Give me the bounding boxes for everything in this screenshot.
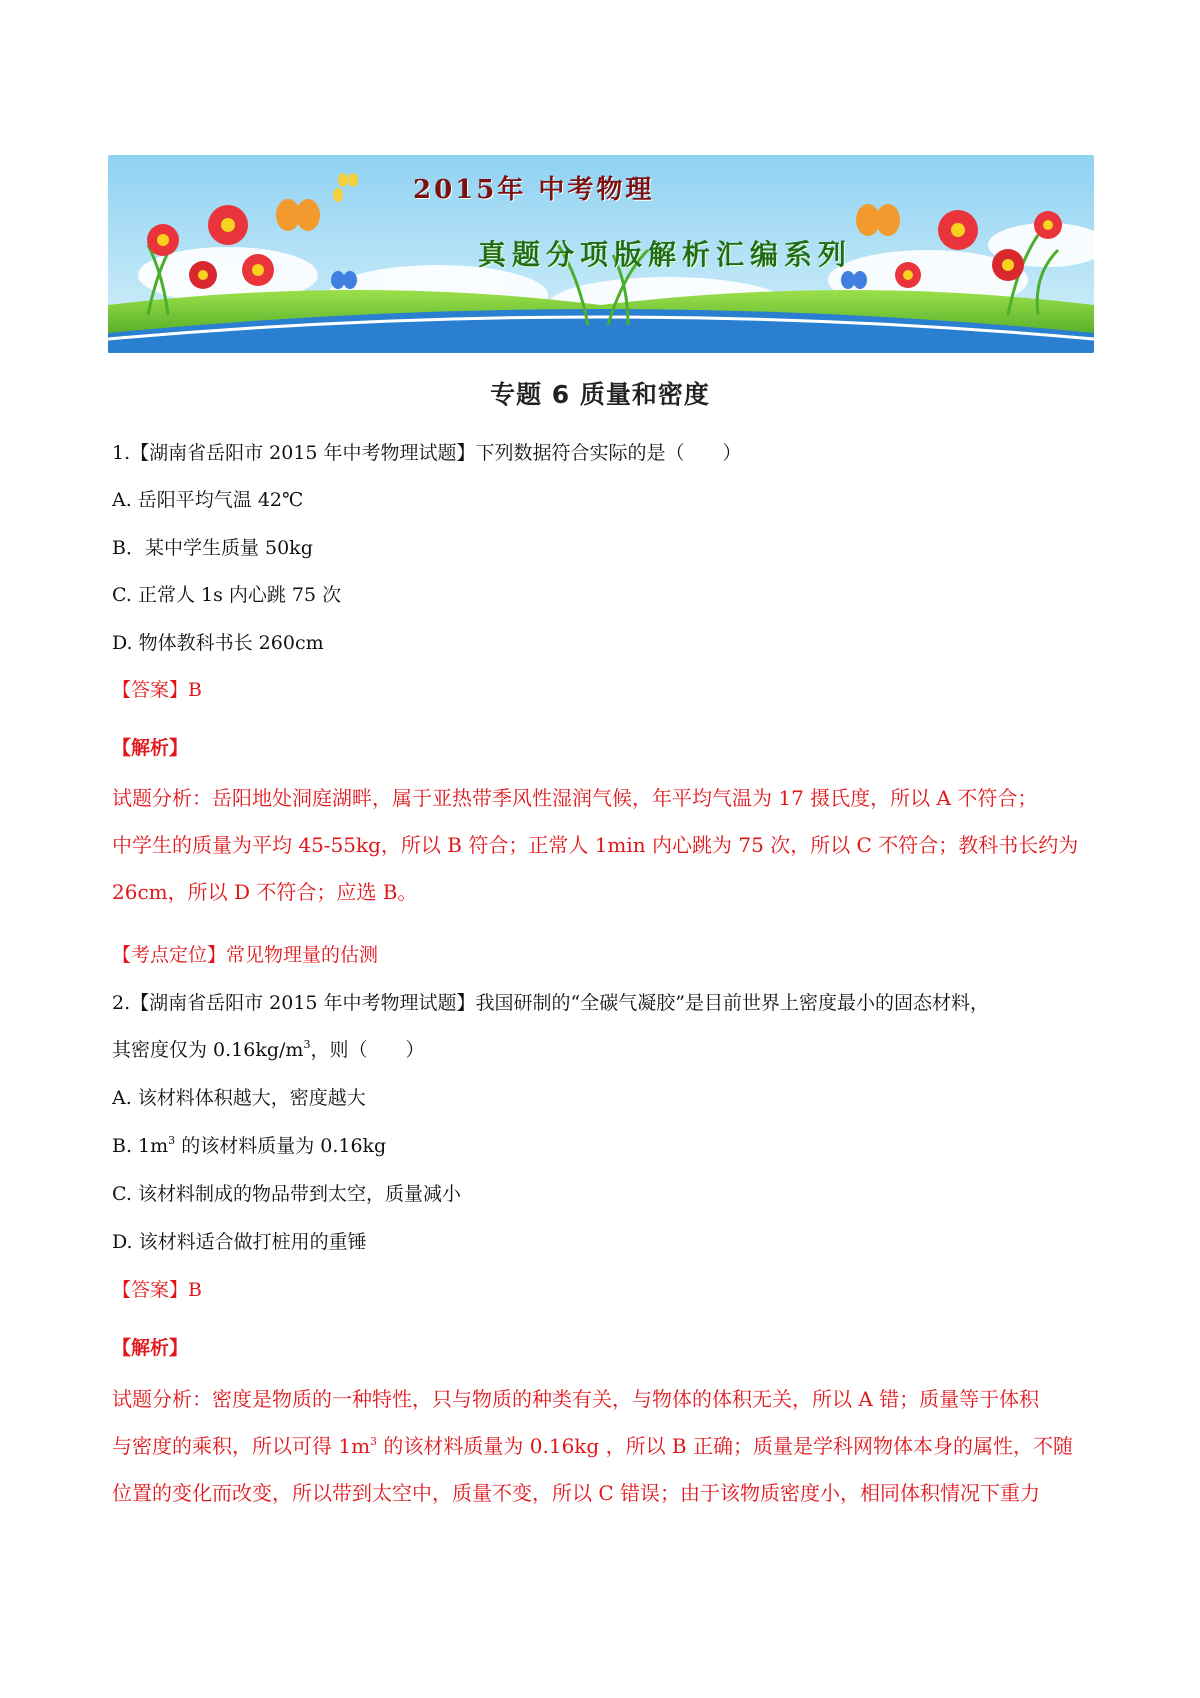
analysis-line: 试题分析：密度是物质的一种特性，只与物质的种类有关，与物体的体积无关，所以 A 错；质量等于体积 <box>112 1387 1040 1411</box>
question-1-option-c: C. 正常人 1s 内心跳 75 次 <box>112 584 342 606</box>
question-2-answer <box>112 1277 202 1303</box>
question-1-option-a: A. 岳阳平均气温 42℃ <box>112 489 304 511</box>
analysis-line: 26cm，所以 D 不符合；应选 B。 <box>112 880 418 904</box>
question-1-point <box>112 942 378 968</box>
question-1-stem: 1.【湖南省岳阳市 2015 年中考物理试题】下列数据符合实际的是（ ） <box>112 442 742 464</box>
question-1-answer <box>112 677 202 703</box>
question-2-analysis <box>112 1376 1112 1517</box>
option-text: B. 1m <box>112 1135 169 1157</box>
stem-text: 其密度仅为 0.16kg/m <box>112 1039 304 1061</box>
question-2-option-d: D. 该材料适合做打桩用的重锤 <box>112 1231 367 1253</box>
question-1-analysis <box>112 775 1112 916</box>
point-value: 常见物理量的估测 <box>226 944 379 966</box>
question-2-stem-line-2 <box>112 1037 424 1063</box>
question-2-stem-line-1: 2.【湖南省岳阳市 2015 年中考物理试题】我国研制的“全碳气凝胶”是目前世界上密度最小的固态材料， <box>112 992 989 1014</box>
question-2-option-c: C. 该材料制成的物品带到太空，质量减小 <box>112 1183 461 1205</box>
answer-label: 【答案】 <box>112 679 189 701</box>
banner-title: 2015年 中考物理 <box>413 175 655 205</box>
analysis-line <box>112 1423 1112 1470</box>
question-2-option-b <box>112 1133 386 1159</box>
analysis-line: 中学生的质量为平均 45-55kg，所以 B 符合；正常人 1min 内心跳为 75 次，所以 C 不符合；教科书长约为 <box>112 833 1079 857</box>
question-1-analysis-label: 【解析】 <box>112 737 189 759</box>
stem-text: ，则（ ） <box>310 1039 425 1061</box>
banner-subtitle: 真题分项版解析汇编系列 <box>478 238 853 271</box>
answer-value: B <box>188 1279 202 1301</box>
superscript: 3 <box>168 1134 176 1147</box>
analysis-line: 位置的变化而改变，所以带到太空中，质量不变，所以 C 错误；由于该物质密度小，相同体积情况下重力 <box>112 1481 1041 1505</box>
page-title: 专题 6 质量和密度 <box>490 380 710 409</box>
point-label: 【考点定位】 <box>112 944 227 966</box>
answer-label: 【答案】 <box>112 1279 189 1301</box>
answer-value: B <box>188 679 202 701</box>
question-2-option-a: A. 该材料体积越大，密度越大 <box>112 1087 366 1109</box>
option-text: 的该材料质量为 0.16kg <box>175 1135 387 1157</box>
superscript: 3 <box>303 1038 311 1051</box>
analysis-text: 与密度的乘积，所以可得 1m <box>112 1434 371 1458</box>
question-2-analysis-label: 【解析】 <box>112 1337 189 1359</box>
header-banner <box>108 155 1094 353</box>
question-1-option-d: D. 物体教科书长 260cm <box>112 632 324 654</box>
analysis-text: 的该材料质量为 0.16kg ，所以 B 正确；质量是学科网物体本身的属性，不随 <box>377 1434 1073 1458</box>
question-1-option-b: B．某中学生质量 50kg <box>112 537 313 559</box>
superscript: 3 <box>370 1435 378 1448</box>
analysis-line: 试题分析：岳阳地处洞庭湖畔，属于亚热带季风性湿润气候，年平均气温为 17 摄氏度，所以 A 不符合； <box>112 786 1038 810</box>
